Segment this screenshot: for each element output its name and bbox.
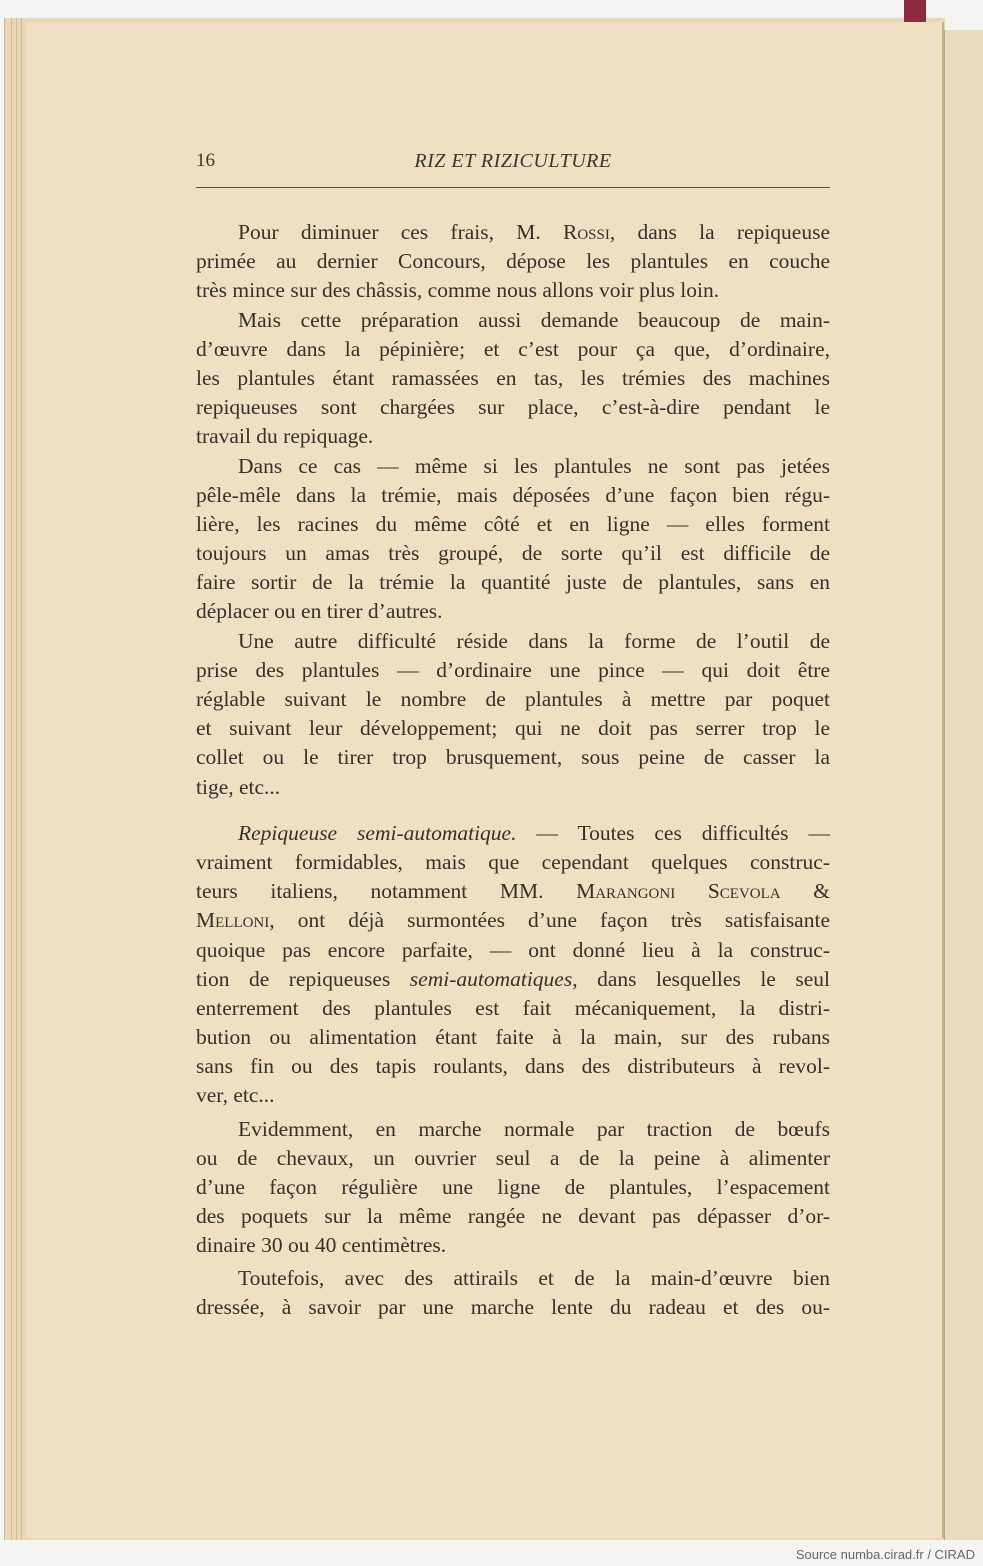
text-segment: déplacer ou en tirer d’autres. [196, 599, 443, 624]
text-line [196, 335, 830, 364]
text-line [196, 510, 830, 539]
text-segment: lière, les racines du même côté et en ligne — elles forment [196, 511, 830, 536]
text-segment: collet ou le tirer trop brusquement, sous peine de casser la [196, 745, 830, 770]
small-caps-name: Marangoni Scevola [576, 879, 781, 904]
italic-text: Repiqueuse semi-automatique. [238, 820, 517, 845]
text-segment: repiqueuses sont chargées sur place, c’est-à-dire pendant le [196, 395, 830, 420]
text-line [196, 1231, 830, 1260]
text-segment: Pour diminuer ces frais, M. [238, 220, 563, 244]
text-line [196, 965, 830, 994]
page-number: 16 [196, 150, 215, 171]
text-line [196, 1264, 830, 1293]
text-segment: faire sortir de la trémie la quantité juste de plantules, sans en [196, 570, 830, 595]
text-segment: ver, etc... [196, 1083, 275, 1108]
paragraph [196, 627, 830, 802]
text-segment: dressée, à savoir par une marche lente du radeau et des ou- [196, 1294, 830, 1319]
text-line [196, 685, 830, 714]
text-segment: Toutefois, avec des attirails et de la main-d’œuvre bien [238, 1265, 830, 1290]
text-line [196, 276, 830, 305]
paragraph [196, 218, 830, 306]
text-line [196, 568, 830, 597]
text-segment: , dans la repiqueuse [609, 220, 830, 244]
text-line [196, 656, 830, 685]
text-line [196, 539, 830, 568]
text-segment: quoique pas encore parfaite, — ont donné lieu à la construc- [196, 937, 830, 962]
text-segment: ou de chevaux, un ouvrier seul a de la peine à alimenter [196, 1145, 830, 1170]
text-line [196, 936, 830, 965]
text-line [196, 1293, 830, 1322]
source-credit: Source numba.cirad.fr / CIRAD [795, 1547, 975, 1562]
text-segment: et suivant leur développement; qui ne doit pas serrer trop le [196, 716, 830, 741]
text-segment: primée au dernier Concours, dépose les plantules en couche [196, 249, 830, 274]
text-line [196, 1144, 830, 1173]
text-line [196, 422, 830, 451]
text-segment: d’une façon régulière une ligne de plantules, l’espacement [196, 1175, 830, 1199]
text-line [196, 819, 830, 848]
text-segment: , dans lesquelles le seul [572, 966, 830, 991]
text-segment: & [780, 879, 830, 904]
text-line [196, 627, 830, 656]
small-caps-name: Rossi [562, 220, 610, 244]
running-title: RIZ ET RIZICULTURE [414, 150, 612, 172]
text-segment: Evidemment, en marche normale par traction de bœufs [238, 1116, 830, 1141]
text-line [196, 1202, 830, 1231]
body-text [196, 218, 830, 1322]
paragraph [196, 306, 830, 452]
text-line [196, 743, 830, 772]
text-line [196, 364, 830, 393]
text-line [196, 1023, 830, 1052]
text-line [196, 452, 830, 481]
paragraph [196, 1264, 830, 1322]
text-segment: d’œuvre dans la pépinière; et c’est pour ça que, d’ordinaire, [196, 336, 830, 361]
text-line [196, 218, 830, 247]
text-segment: dinaire 30 ou 40 centimètres. [196, 1233, 447, 1258]
text-segment: Une autre difficulté réside dans la forme de l’outil de [238, 628, 830, 653]
text-segment: sans fin ou des tapis roulants, dans des distributeurs à revol- [196, 1054, 830, 1079]
text-line [196, 994, 830, 1023]
text-line [196, 773, 830, 802]
text-segment: tige, etc... [196, 774, 281, 799]
text-line [196, 906, 830, 935]
paragraph [196, 819, 830, 1111]
paragraph [196, 1115, 830, 1261]
text-line [196, 1081, 830, 1110]
text-line [196, 481, 830, 510]
text-segment: très mince sur des châssis, comme nous allons voir plus loin. [196, 278, 720, 303]
text-line [196, 247, 830, 276]
text-line [196, 848, 830, 877]
text-line [196, 1173, 830, 1202]
text-segment: bution ou alimentation étant faite à la main, sur des rubans [196, 1025, 830, 1050]
text-segment: — Toutes ces difficultés — [516, 820, 830, 845]
text-segment: Dans ce cas — même si les plantules ne sont pas jetées [238, 453, 830, 478]
running-header [196, 150, 830, 180]
text-segment: travail du repiquage. [196, 424, 374, 449]
text-segment: pêle-mêle dans la trémie, mais déposées d’une façon bien régu- [196, 482, 830, 507]
text-line [196, 1115, 830, 1144]
text-segment: , ont déjà surmontées d’une façon très satisfaisante [269, 908, 830, 933]
paragraph [196, 452, 830, 627]
text-line [196, 714, 830, 743]
text-segment: Mais cette préparation aussi demande beaucoup de main- [238, 307, 830, 332]
text-segment: réglable suivant le nombre de plantules à mettre par poquet [196, 687, 830, 711]
text-line [196, 393, 830, 422]
italic-text: semi-automatiques [409, 966, 573, 991]
header-rule [196, 187, 830, 188]
text-segment: tion de repiqueuses [196, 966, 410, 991]
text-segment: toujours un amas très groupé, de sorte qu’il est difficile de [196, 541, 830, 566]
text-line [196, 1052, 830, 1081]
text-segment: les plantules étant ramassées en tas, les trémies des machines [196, 365, 830, 390]
text-segment: enterrement des plantules est fait mécaniquement, la distri- [196, 995, 830, 1020]
text-segment: vraiment formidables, mais que cependant quelques construc- [196, 849, 830, 874]
text-line [196, 877, 830, 906]
text-segment: prise des plantules — d’ordinaire une pince — qui doit être [196, 657, 830, 682]
text-line [196, 306, 830, 335]
text-line [196, 597, 830, 626]
facing-page-edge [944, 30, 983, 1540]
text-segment: teurs italiens, notamment MM. [196, 879, 577, 904]
small-caps-name: Melloni [196, 908, 270, 933]
text-segment: des poquets sur la même rangée ne devant pas dépasser d’or- [196, 1204, 830, 1229]
